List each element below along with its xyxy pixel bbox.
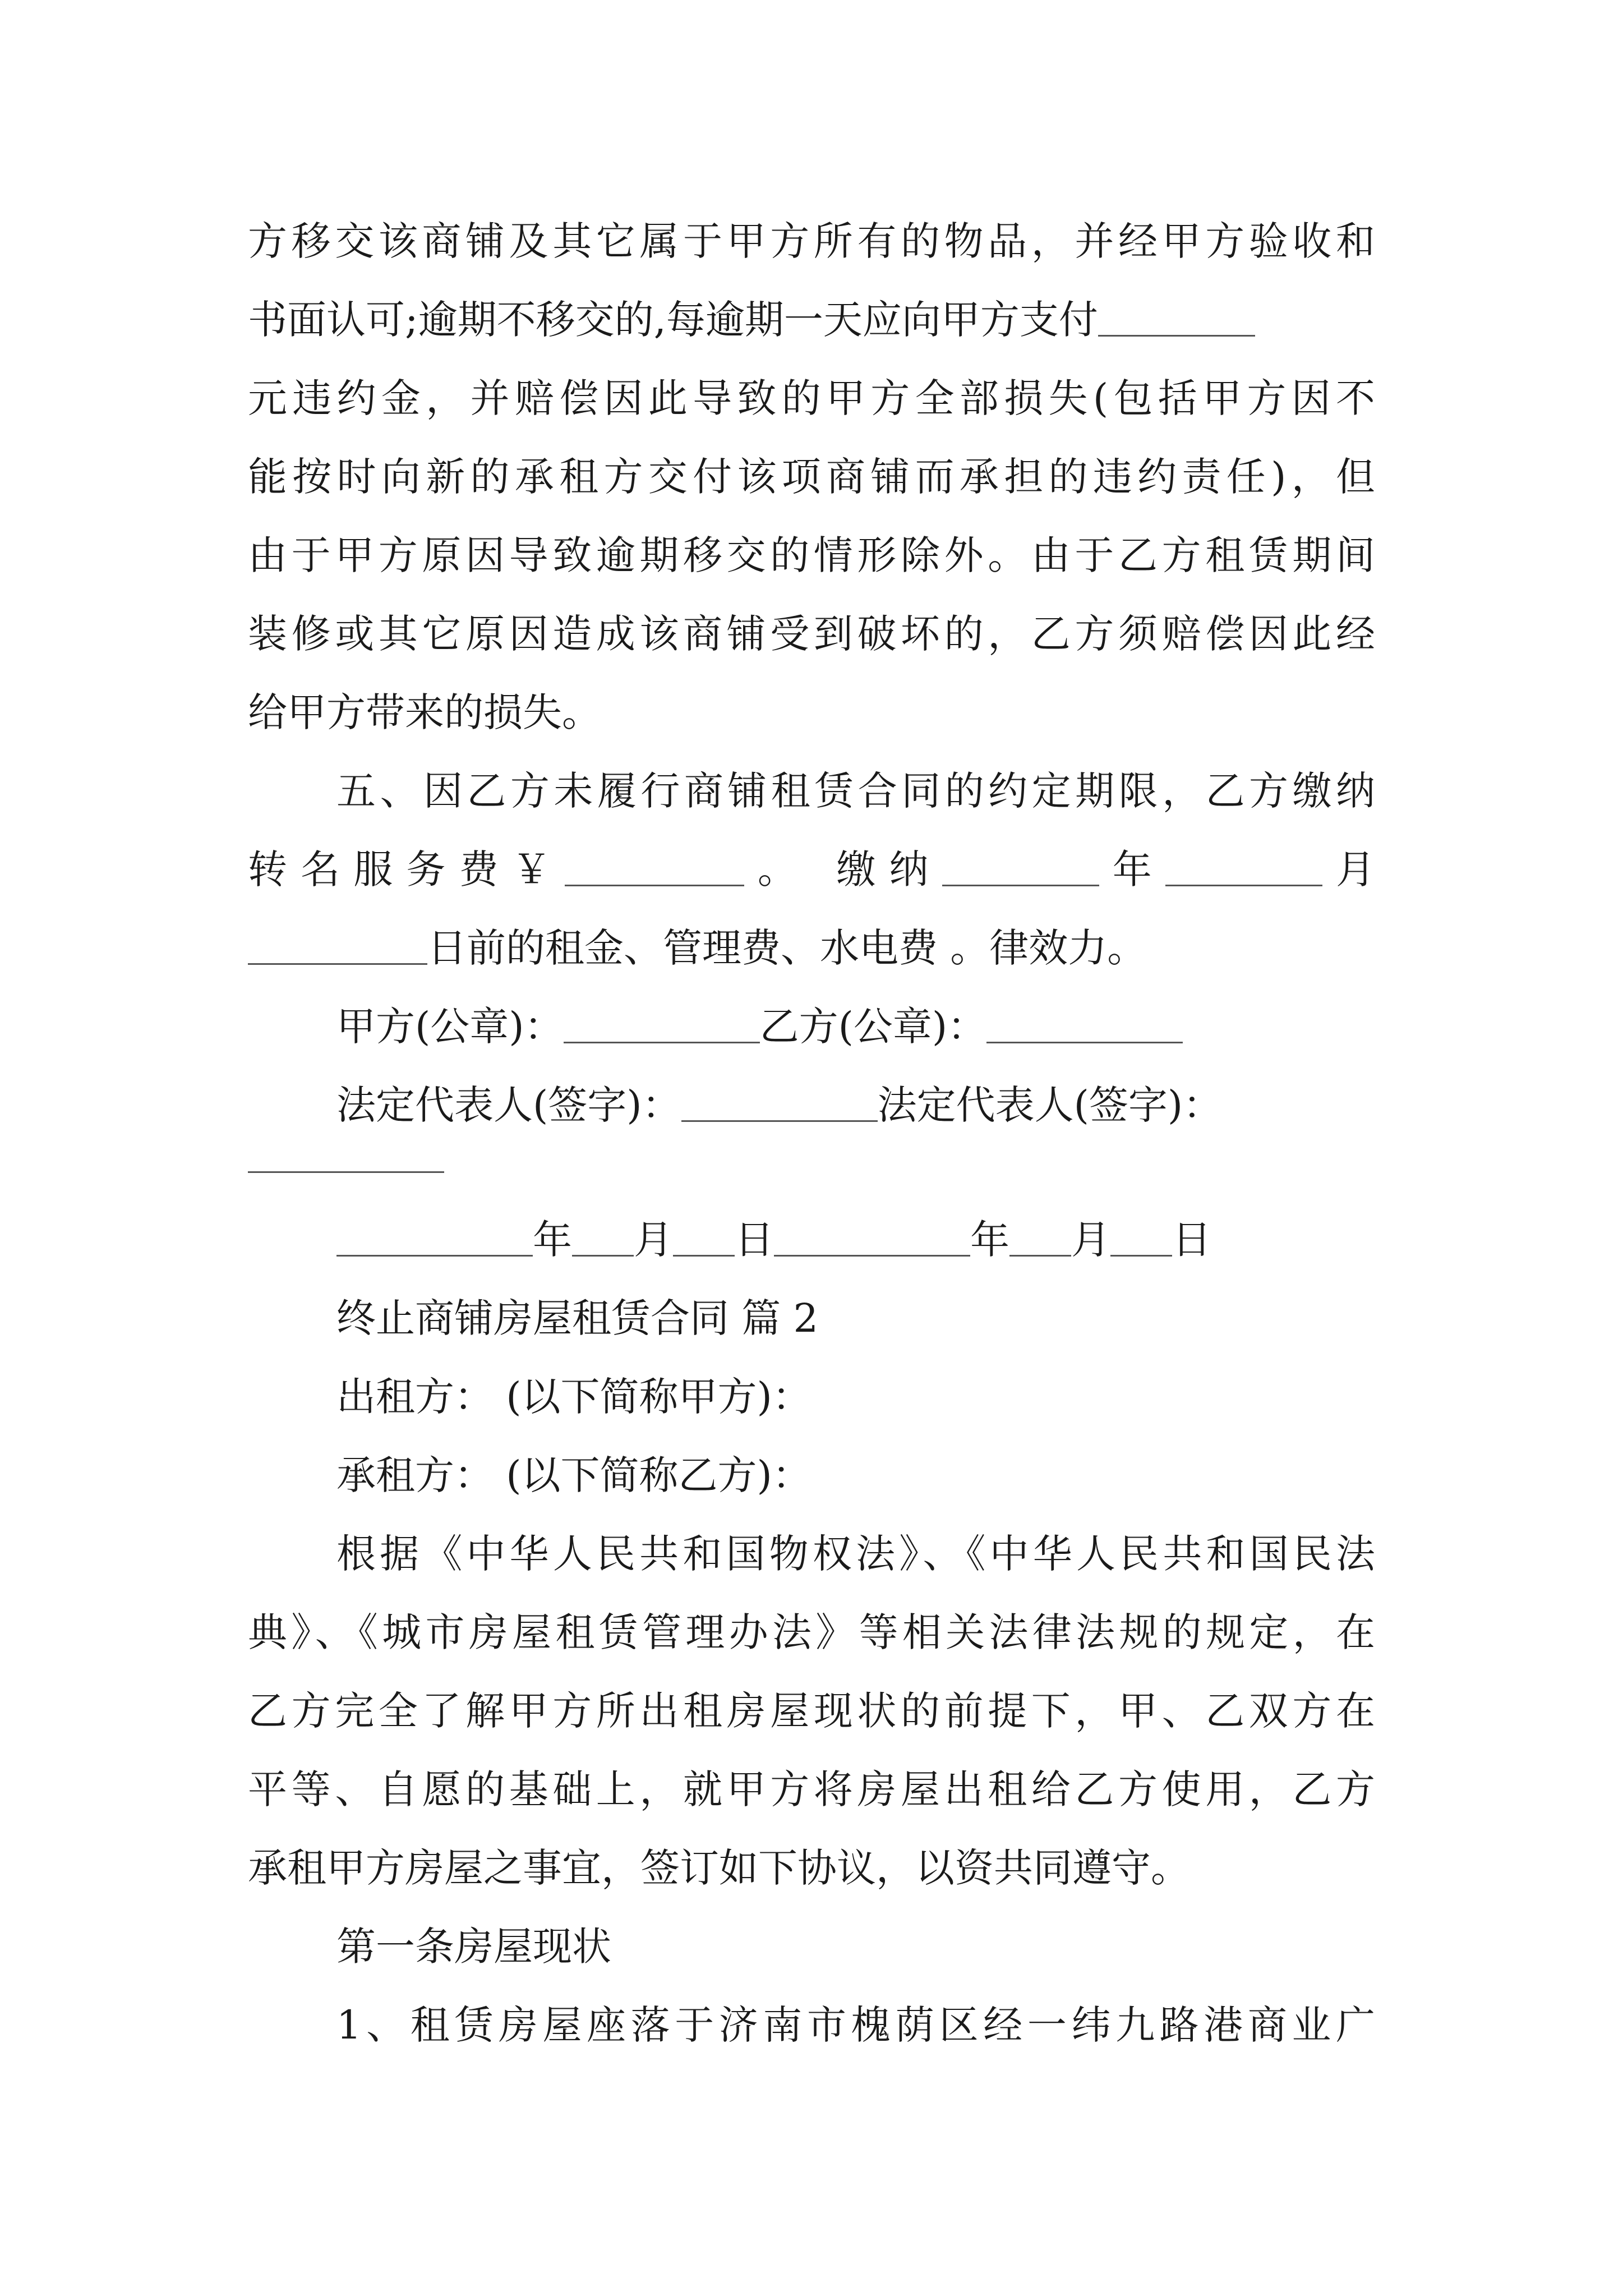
body-line: 给甲方带来的损失。 <box>248 689 601 735</box>
date-year-b-field[interactable] <box>774 1216 970 1257</box>
body-line-with-blank <box>248 286 1375 353</box>
party-a-seal-label: 甲方(公章)： <box>336 1004 564 1050</box>
date-line <box>336 1206 1375 1273</box>
legal-rep-b-label: 法定代表人(签字)： <box>877 1082 1223 1128</box>
body-line: 能按时向新的承租方交付该项商铺而承担的违约责任)，但 <box>248 454 1375 500</box>
body-line: 由于甲方原因导致逾期移交的情形除外。由于乙方租赁期间 <box>248 532 1375 578</box>
legal-rep-a-field[interactable] <box>681 1081 878 1122</box>
article-1-title: 第一条房屋现状 <box>336 1924 611 1970</box>
legal-rep-line <box>336 1071 1375 1139</box>
clause-5-line: 五、因乙方未履行商铺租赁合同的约定期限，乙方缴纳 <box>336 768 1375 814</box>
month-label: 月 <box>634 1217 673 1263</box>
day-label: 日 <box>1172 1217 1211 1263</box>
fill-in-blank-day[interactable] <box>248 924 427 965</box>
article-1-item-1: 1、租赁房屋座落于济南市槐荫区经一纬九路港商业广 <box>336 2002 1375 2048</box>
legal-rep-a-label: 法定代表人(签字)： <box>336 1082 681 1128</box>
body-text: 月 <box>1322 846 1375 892</box>
fill-in-blank-month[interactable] <box>1165 845 1322 886</box>
year-label: 年 <box>533 1217 572 1263</box>
party-b-seal-field[interactable] <box>986 1002 1183 1043</box>
date-day-a-field[interactable] <box>673 1216 735 1257</box>
body-text: 日前的租金、管理费、水电费 。律效力。 <box>427 925 1147 971</box>
seal-line <box>336 993 1375 1060</box>
preamble-line: 承租甲方房屋之事宜，签订如下协议，以资共同遵守。 <box>248 1845 1190 1891</box>
party-a-seal-field[interactable] <box>564 1002 760 1043</box>
lessor-line: 出租方： (以下简称甲方)： <box>336 1374 811 1420</box>
body-text: 。 缴纳 <box>744 846 942 892</box>
fill-in-blank-fee[interactable] <box>565 845 744 886</box>
preamble-line: 典》、《城市房屋租赁管理办法》等相关法律法规的规定，在 <box>248 1609 1375 1655</box>
body-text: 转名服务费￥ <box>248 846 565 892</box>
month-label: 月 <box>1071 1217 1110 1263</box>
date-year-a-field[interactable] <box>336 1216 533 1257</box>
clause-5-date-line <box>248 914 1375 982</box>
body-line: 方移交该商铺及其它属于甲方所有的物品，并经甲方验收和 <box>248 218 1375 264</box>
body-text: 书面认可;逾期不移交的,每逾期一天应向甲方支付 <box>248 297 1098 343</box>
body-line: 元违约金，并赔偿因此导致的甲方全部损失(包括甲方因不 <box>248 375 1375 421</box>
date-month-b-field[interactable] <box>1009 1216 1071 1257</box>
preamble-line: 平等、自愿的基础上，就甲方将房屋出租给乙方使用，乙方 <box>248 1766 1375 1812</box>
year-label: 年 <box>970 1217 1009 1263</box>
clause-5-fee-line <box>248 836 1375 903</box>
section-title: 终止商铺房屋租赁合同 篇 2 <box>336 1295 819 1341</box>
date-month-a-field[interactable] <box>572 1216 634 1257</box>
lessee-line: 承租方： (以下简称乙方)： <box>336 1452 811 1498</box>
day-label: 日 <box>735 1217 774 1263</box>
fill-in-blank-year[interactable] <box>942 845 1099 886</box>
preamble-line: 乙方完全了解甲方所出租房屋现状的前提下，甲、乙双方在 <box>248 1688 1375 1734</box>
preamble-line: 根据《中华人民共和国物权法》、《中华人民共和国民法 <box>336 1531 1375 1577</box>
fill-in-blank-penalty[interactable] <box>1098 296 1255 337</box>
party-b-seal-label: 乙方(公章)： <box>759 1004 987 1050</box>
body-text: 年 <box>1099 846 1165 892</box>
date-day-b-field[interactable] <box>1110 1216 1172 1257</box>
body-line: 装修或其它原因造成该商铺受到破坏的，乙方须赔偿因此经 <box>248 611 1375 657</box>
legal-rep-b-field[interactable] <box>248 1171 444 1173</box>
